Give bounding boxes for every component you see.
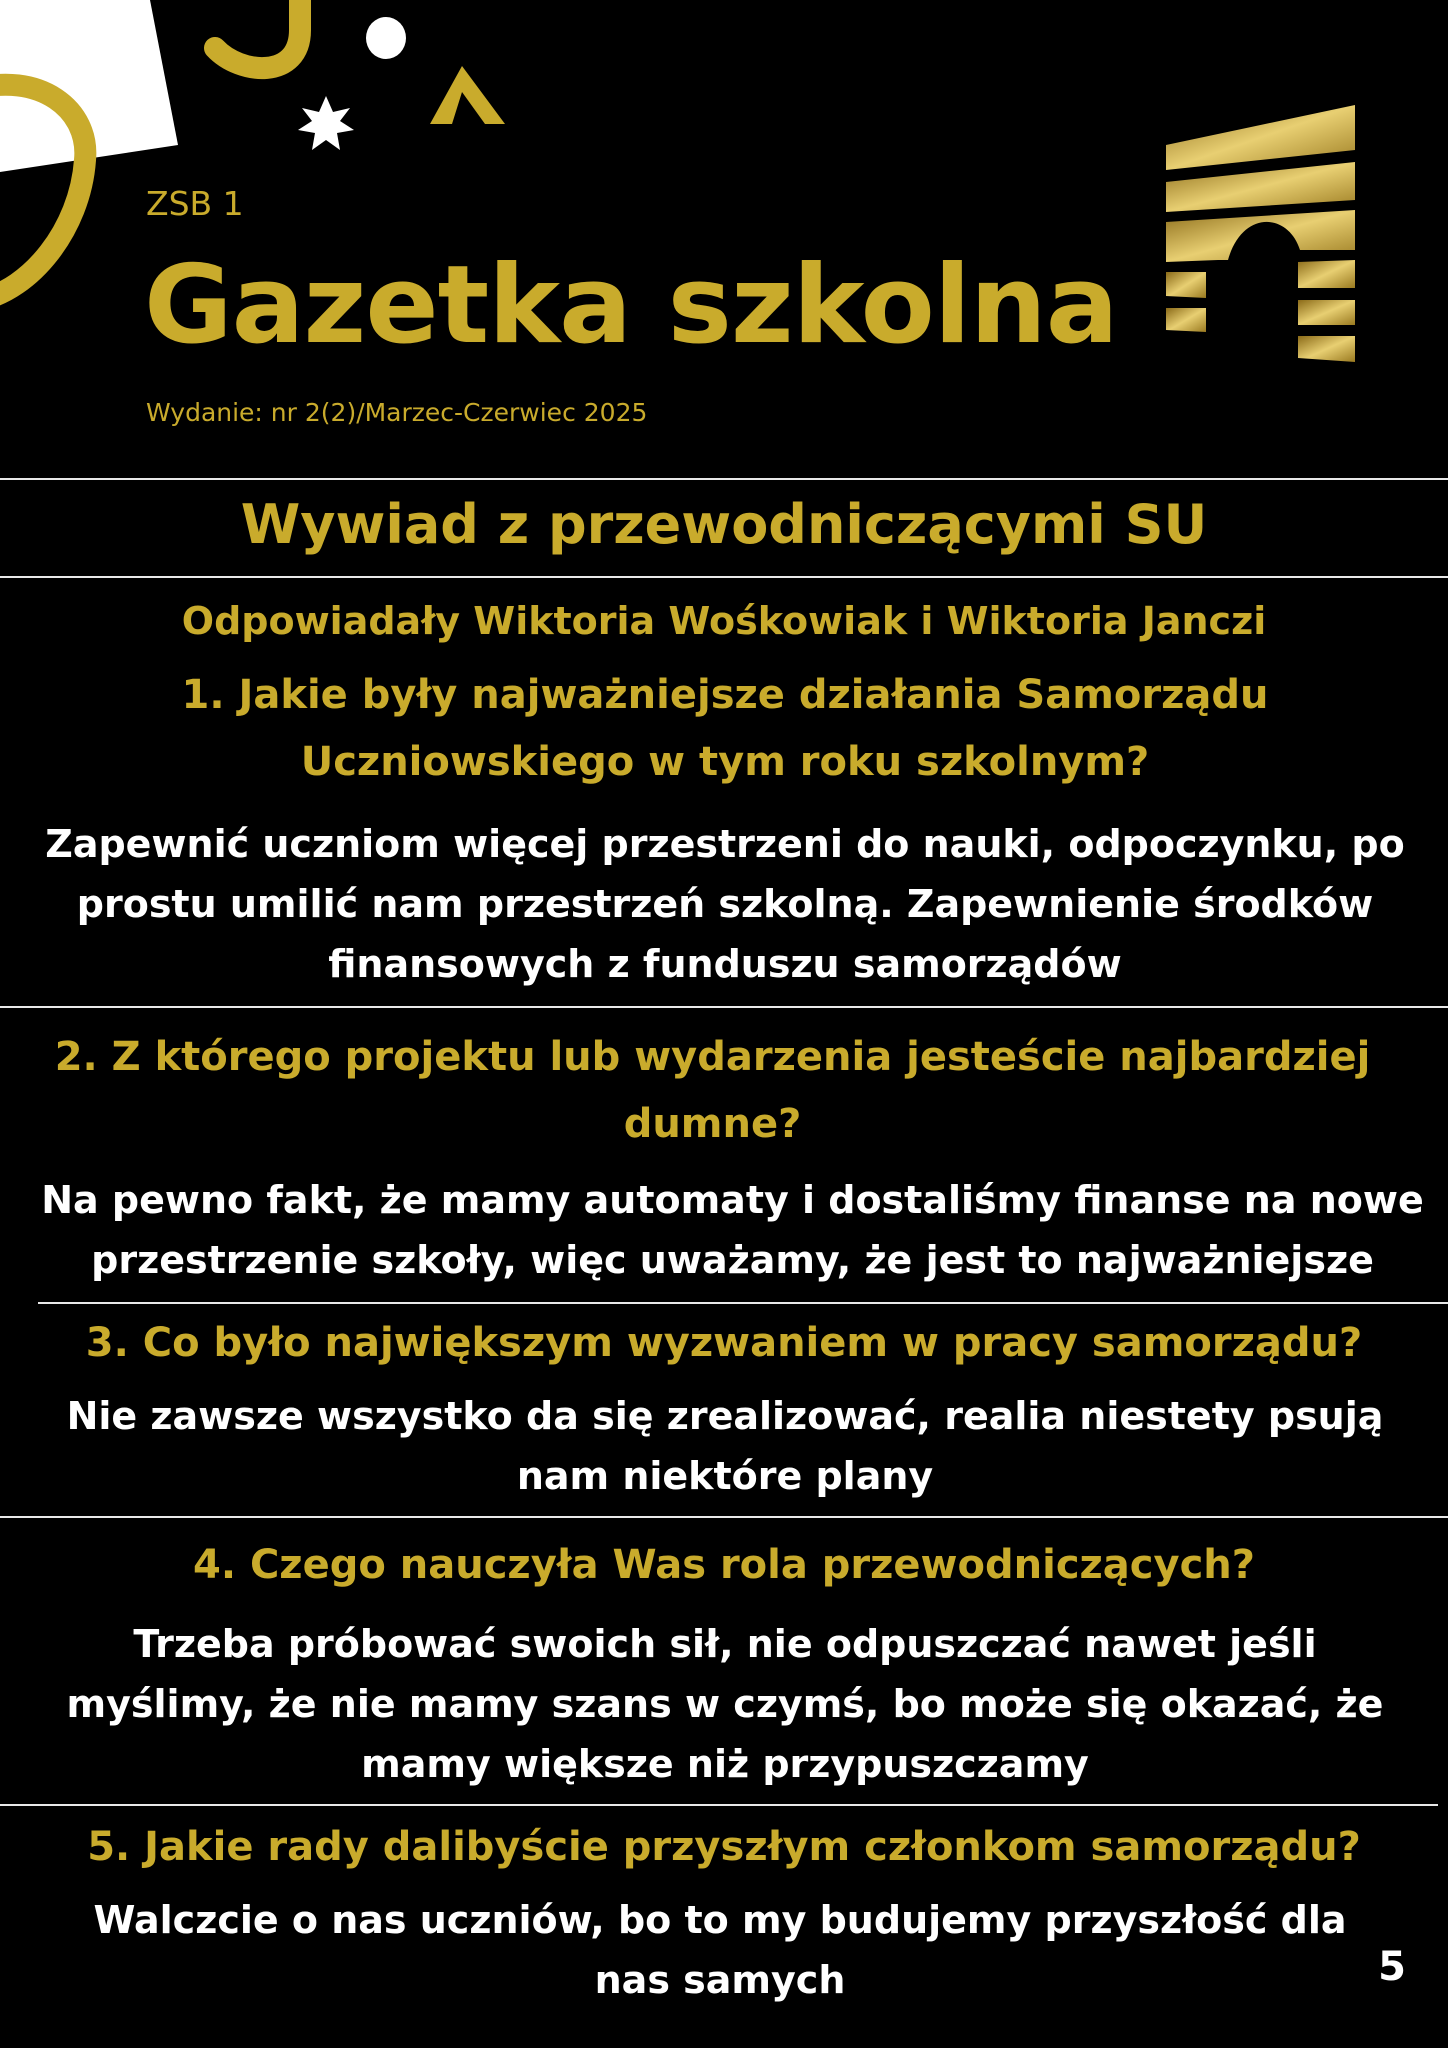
issue-info: Wydanie: nr 2(2)/Marzec-Czerwiec 2025 bbox=[146, 398, 648, 427]
question-1: 1. Jakie były najważniejsze działania Samorządu Uczniowskiego w tym roku szkolnym? bbox=[181, 672, 1269, 785]
school-kicker: ZSB 1 bbox=[146, 184, 244, 223]
star-icon bbox=[298, 96, 354, 150]
answer-4: Trzeba próbować swoich sił, nie odpuszczać nawet jeśli myślimy, że nie mamy szans w czymś, bo może się okazać, że mamy większe niż przypuszczamy bbox=[66, 1622, 1384, 1786]
answer-3: Nie zawsze wszystko da się zrealizować, realia niestety psują nam niektóre plany bbox=[66, 1394, 1384, 1498]
gold-hook-shape bbox=[215, 0, 300, 68]
question-4: 4. Czego nauczyła Was rola przewodniczących? bbox=[193, 1542, 1255, 1588]
divider bbox=[38, 1302, 1448, 1304]
divider bbox=[0, 478, 1448, 480]
gold-caret-shape bbox=[430, 66, 505, 124]
answer-1: Zapewnić uczniom więcej przestrzeni do nauki, odpoczynku, po prostu umilić nam przestrzeń szkolną. Zapewnienie środków finansowych z funduszu samorządów bbox=[45, 822, 1405, 986]
article-byline: Odpowiadały Wiktoria Wośkowiak i Wiktoria Janczi bbox=[181, 599, 1267, 643]
divider bbox=[0, 1006, 1448, 1008]
question-3: 3. Co było największym wyzwaniem w pracy samorządu? bbox=[85, 1320, 1363, 1366]
answer-5: Walczcie o nas uczniów, bo to my budujemy przyszłość dla nas samych bbox=[93, 1898, 1347, 2002]
question-2: 2. Z którego projektu lub wydarzenia jesteście najbardziej dumne? bbox=[54, 1034, 1371, 1147]
answer-2: Na pewno fakt, że mamy automaty i dostaliśmy finanse na nowe przestrzenie szkoły, więc uważamy, że jest to najważniejsze bbox=[41, 1178, 1424, 1282]
page-number: 5 bbox=[1378, 1944, 1406, 1990]
article-title: Wywiad z przewodniczącymi SU bbox=[240, 493, 1208, 556]
divider bbox=[0, 576, 1448, 578]
white-dot-shape bbox=[366, 17, 406, 59]
divider bbox=[0, 1516, 1448, 1518]
divider bbox=[0, 1804, 1438, 1806]
question-5: 5. Jakie rady dalibyście przyszłym członkom samorządu? bbox=[87, 1824, 1361, 1870]
newsletter-title: Gazetka szkolna bbox=[144, 243, 1118, 368]
school-logo-icon bbox=[1160, 100, 1360, 365]
